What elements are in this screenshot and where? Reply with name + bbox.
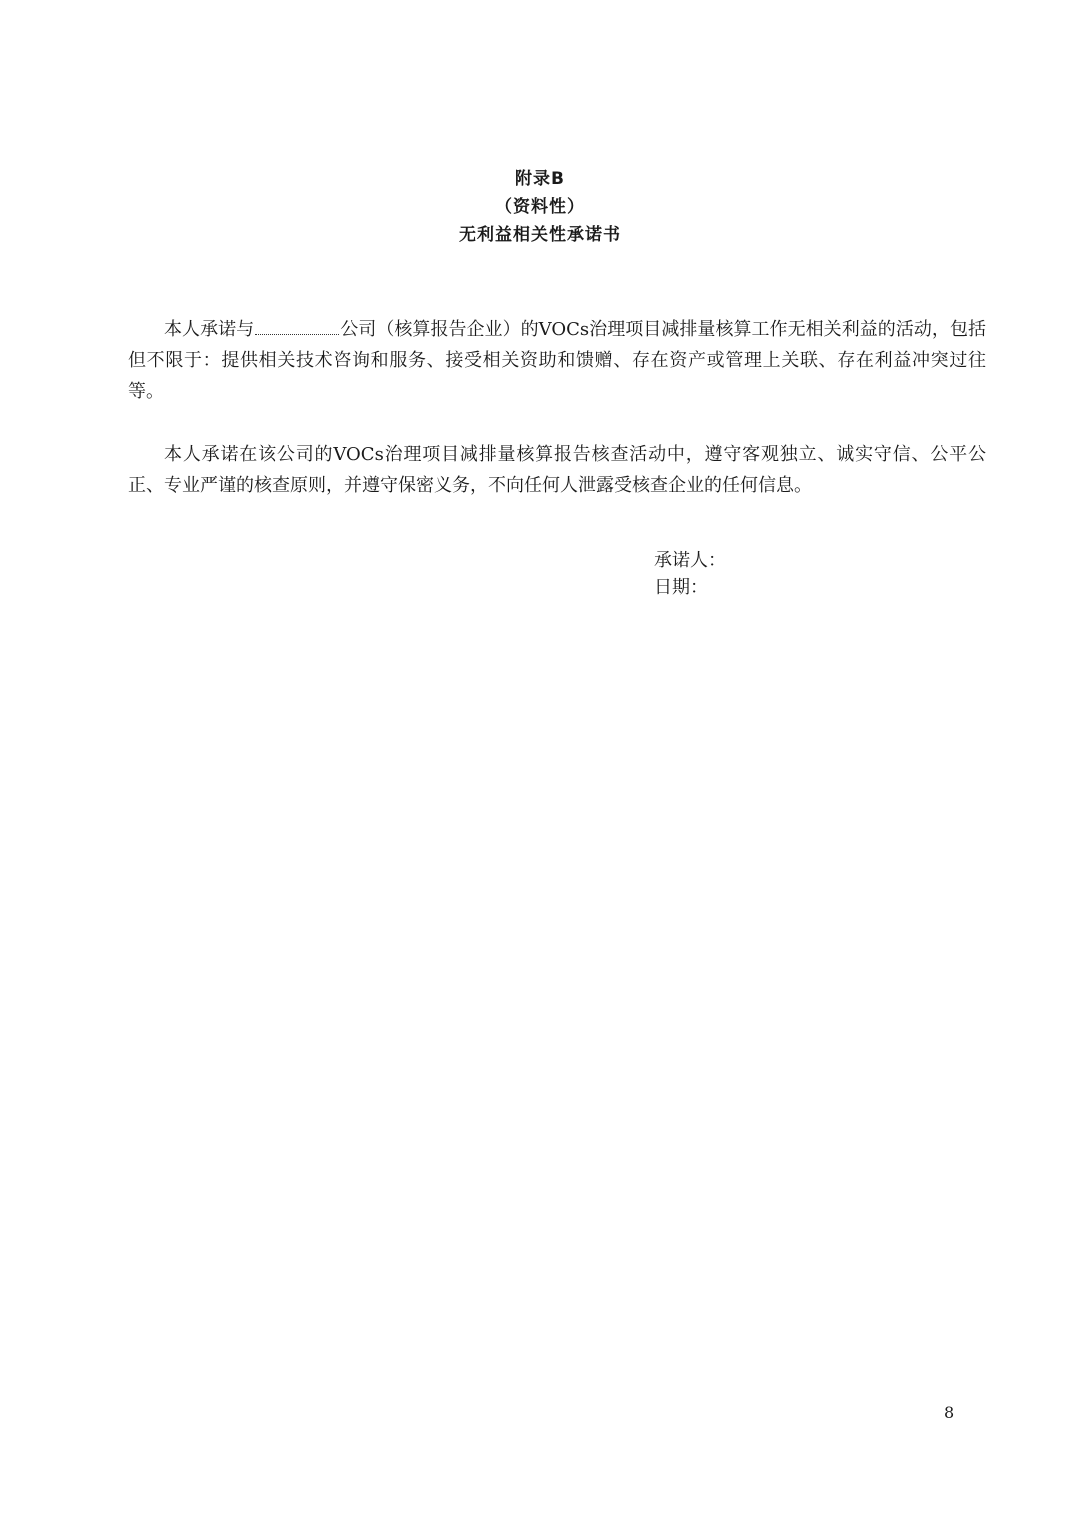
document-title: 无利益相关性承诺书 [459, 225, 621, 245]
company-name-blank[interactable] [255, 316, 339, 335]
paragraph-1-lead: 本人承诺与 [164, 319, 255, 340]
paragraph-1-rest: 公司（核算报告企业）的VOCs治理项目减排量核算工作无相关利益的活动，包括但不限于：提供相关技术咨询和服务、接受相关资助和馈赠、存在资产或管理上关联、存在利益冲突过往等。 [128, 319, 986, 402]
date-label: 日期： [654, 577, 708, 598]
signer-label: 承诺人： [654, 550, 726, 571]
commitment-paragraph-2: 本人承诺在该公司的VOCs治理项目减排量核算报告核查活动中，遵守客观独立、诚实守信、公平公正、专业严谨的核查原则，并遵守保密义务，不向任何人泄露受核查企业的任何信息。 [128, 444, 986, 496]
page-number: 8 [944, 1403, 955, 1422]
commitment-paragraph-1 [128, 314, 986, 407]
appendix-label: 附录B [515, 169, 565, 189]
appendix-type: （资料性） [495, 197, 585, 217]
